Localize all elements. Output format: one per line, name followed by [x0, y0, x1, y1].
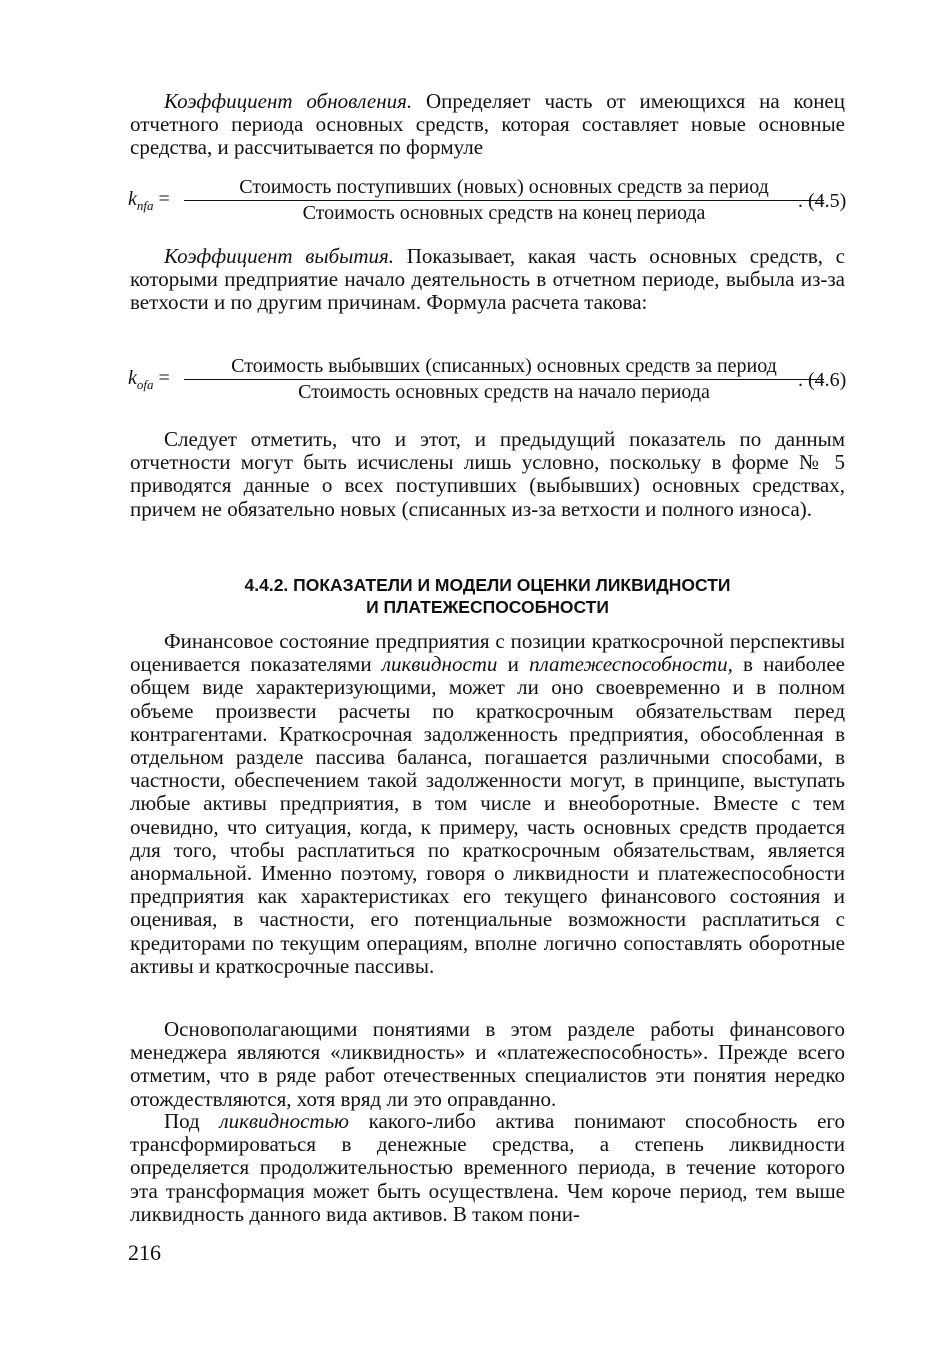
paragraph-liquidity-definition	[130, 1110, 845, 1226]
formula-number: . (4.5)	[798, 190, 847, 212]
paragraph-note: Следует отметить, что и этот, и предыдущий показатель по данным отчетности могут быть исчислены лишь условно, поскольку в форме № 5 приводятся данные о всех поступивших (выбывших) основных средствах, причем не обязательно новых (списанных из-за ветхости и полного износа).	[130, 427, 845, 521]
term-renewal-coefficient: Коэффициент обновления.	[164, 89, 413, 113]
formula-subscript: ofa	[136, 377, 154, 392]
formula-lhs	[128, 188, 170, 214]
formula-numerator: Стоимость поступивших (новых) основных средств за период	[184, 176, 824, 201]
formula-denominator: Стоимость основных средств на конец периода	[302, 202, 706, 224]
formula-denominator: Стоимость основных средств на начало периода	[298, 381, 710, 403]
formula-fraction	[184, 355, 824, 404]
paragraph-text: Определяет часть от имеющихся на конец отчетного периода основных средств, которая составляет новые основные средства, и рассчитывается по формуле	[130, 89, 845, 160]
text-run: в наиболее общем виде характеризующими, может ли оно своевременно и в полном объеме произвести расчеты по краткосрочным обязательствам перед контрагентами. Краткосрочная задолженность предприятия, обособленная в отдельном разделе пассива баланса, погашается различными способами, в частности, обеспечением такой задолженности могут, в принципе, выступать любые активы предприятия, в том числе и внеоборотные. Вместе с тем очевидно, что ситуация, когда, к примеру, часть основных средств продается для того, чтобы расплатиться по краткосрочным обязательствам, является анормальной. Именно поэтому, говоря о ликвидности и платежеспособности предприятия как характеристиках его текущего финансового состояния и оценивая, в частности, его потенциальные возможности расплатиться с кредиторами по текущим операциям, вполне логично сопоставлять оборотные активы и краткосрочные пассивы.	[130, 652, 845, 978]
formula-equals: =	[153, 367, 170, 389]
formula-4-6	[128, 355, 848, 405]
paragraph-retirement-coefficient	[130, 245, 845, 315]
paragraph-financial-state	[130, 630, 845, 978]
formula-number: . (4.6)	[798, 369, 847, 391]
paragraph-renewal-coefficient	[130, 90, 845, 160]
page-number: 216	[128, 1240, 161, 1265]
section-heading	[130, 574, 845, 618]
term-liquidity: ликвидности	[381, 652, 498, 677]
text-run: какого-либо актива понимают способность его трансформироваться в денежные средства, а степень ликвидности определяется продолжительностью временного периода, в течение которого эта трансформация может быть осуществлена. Чем короче период, тем выше ликвидность данного вида активов. В таком пони-	[130, 1109, 845, 1226]
paragraph-basic-concepts: Основополагающими понятиями в этом разделе работы финансового менеджера являются «ликвидность» и «платежеспособность». Прежде всего отметим, что в ряде работ отечественных специалистов эти понятия нередко отождествляются, хотя вряд ли это оправданно.	[130, 1017, 845, 1111]
formula-fraction	[184, 176, 824, 225]
text-run: Финансовое состояние предприятия с позиции краткосрочной перспективы оценивается показателями	[130, 629, 845, 677]
term-retirement-coefficient: Коэффициент выбытия.	[164, 244, 395, 268]
formula-symbol: k	[128, 367, 137, 389]
formula-numerator: Стоимость выбывших (списанных) основных средств за период	[184, 355, 824, 380]
formula-lhs	[128, 367, 170, 393]
section-heading-line-1: 4.4.2. ПОКАЗАТЕЛИ И МОДЕЛИ ОЦЕНКИ ЛИКВИДНОСТИ	[244, 575, 731, 595]
formula-symbol: k	[128, 188, 137, 210]
formula-equals: =	[153, 188, 170, 210]
term-liquidity: ликвидностью	[219, 1109, 349, 1133]
formula-subscript: nfa	[136, 198, 154, 213]
section-heading-line-2: И ПЛАТЕЖЕСПОСОБНОСТИ	[366, 597, 609, 617]
formula-4-5	[128, 176, 848, 226]
term-solvency: платежеспособности,	[529, 652, 733, 677]
paragraph-text: Показывает, какая часть основных средств, с которыми предприятие начало деятельность в отчетном периоде, выбыла из-за ветхости и по другим причинам. Формула расчета такова:	[130, 244, 845, 315]
text-run: и	[497, 652, 530, 677]
text-run: Под	[164, 1109, 220, 1133]
